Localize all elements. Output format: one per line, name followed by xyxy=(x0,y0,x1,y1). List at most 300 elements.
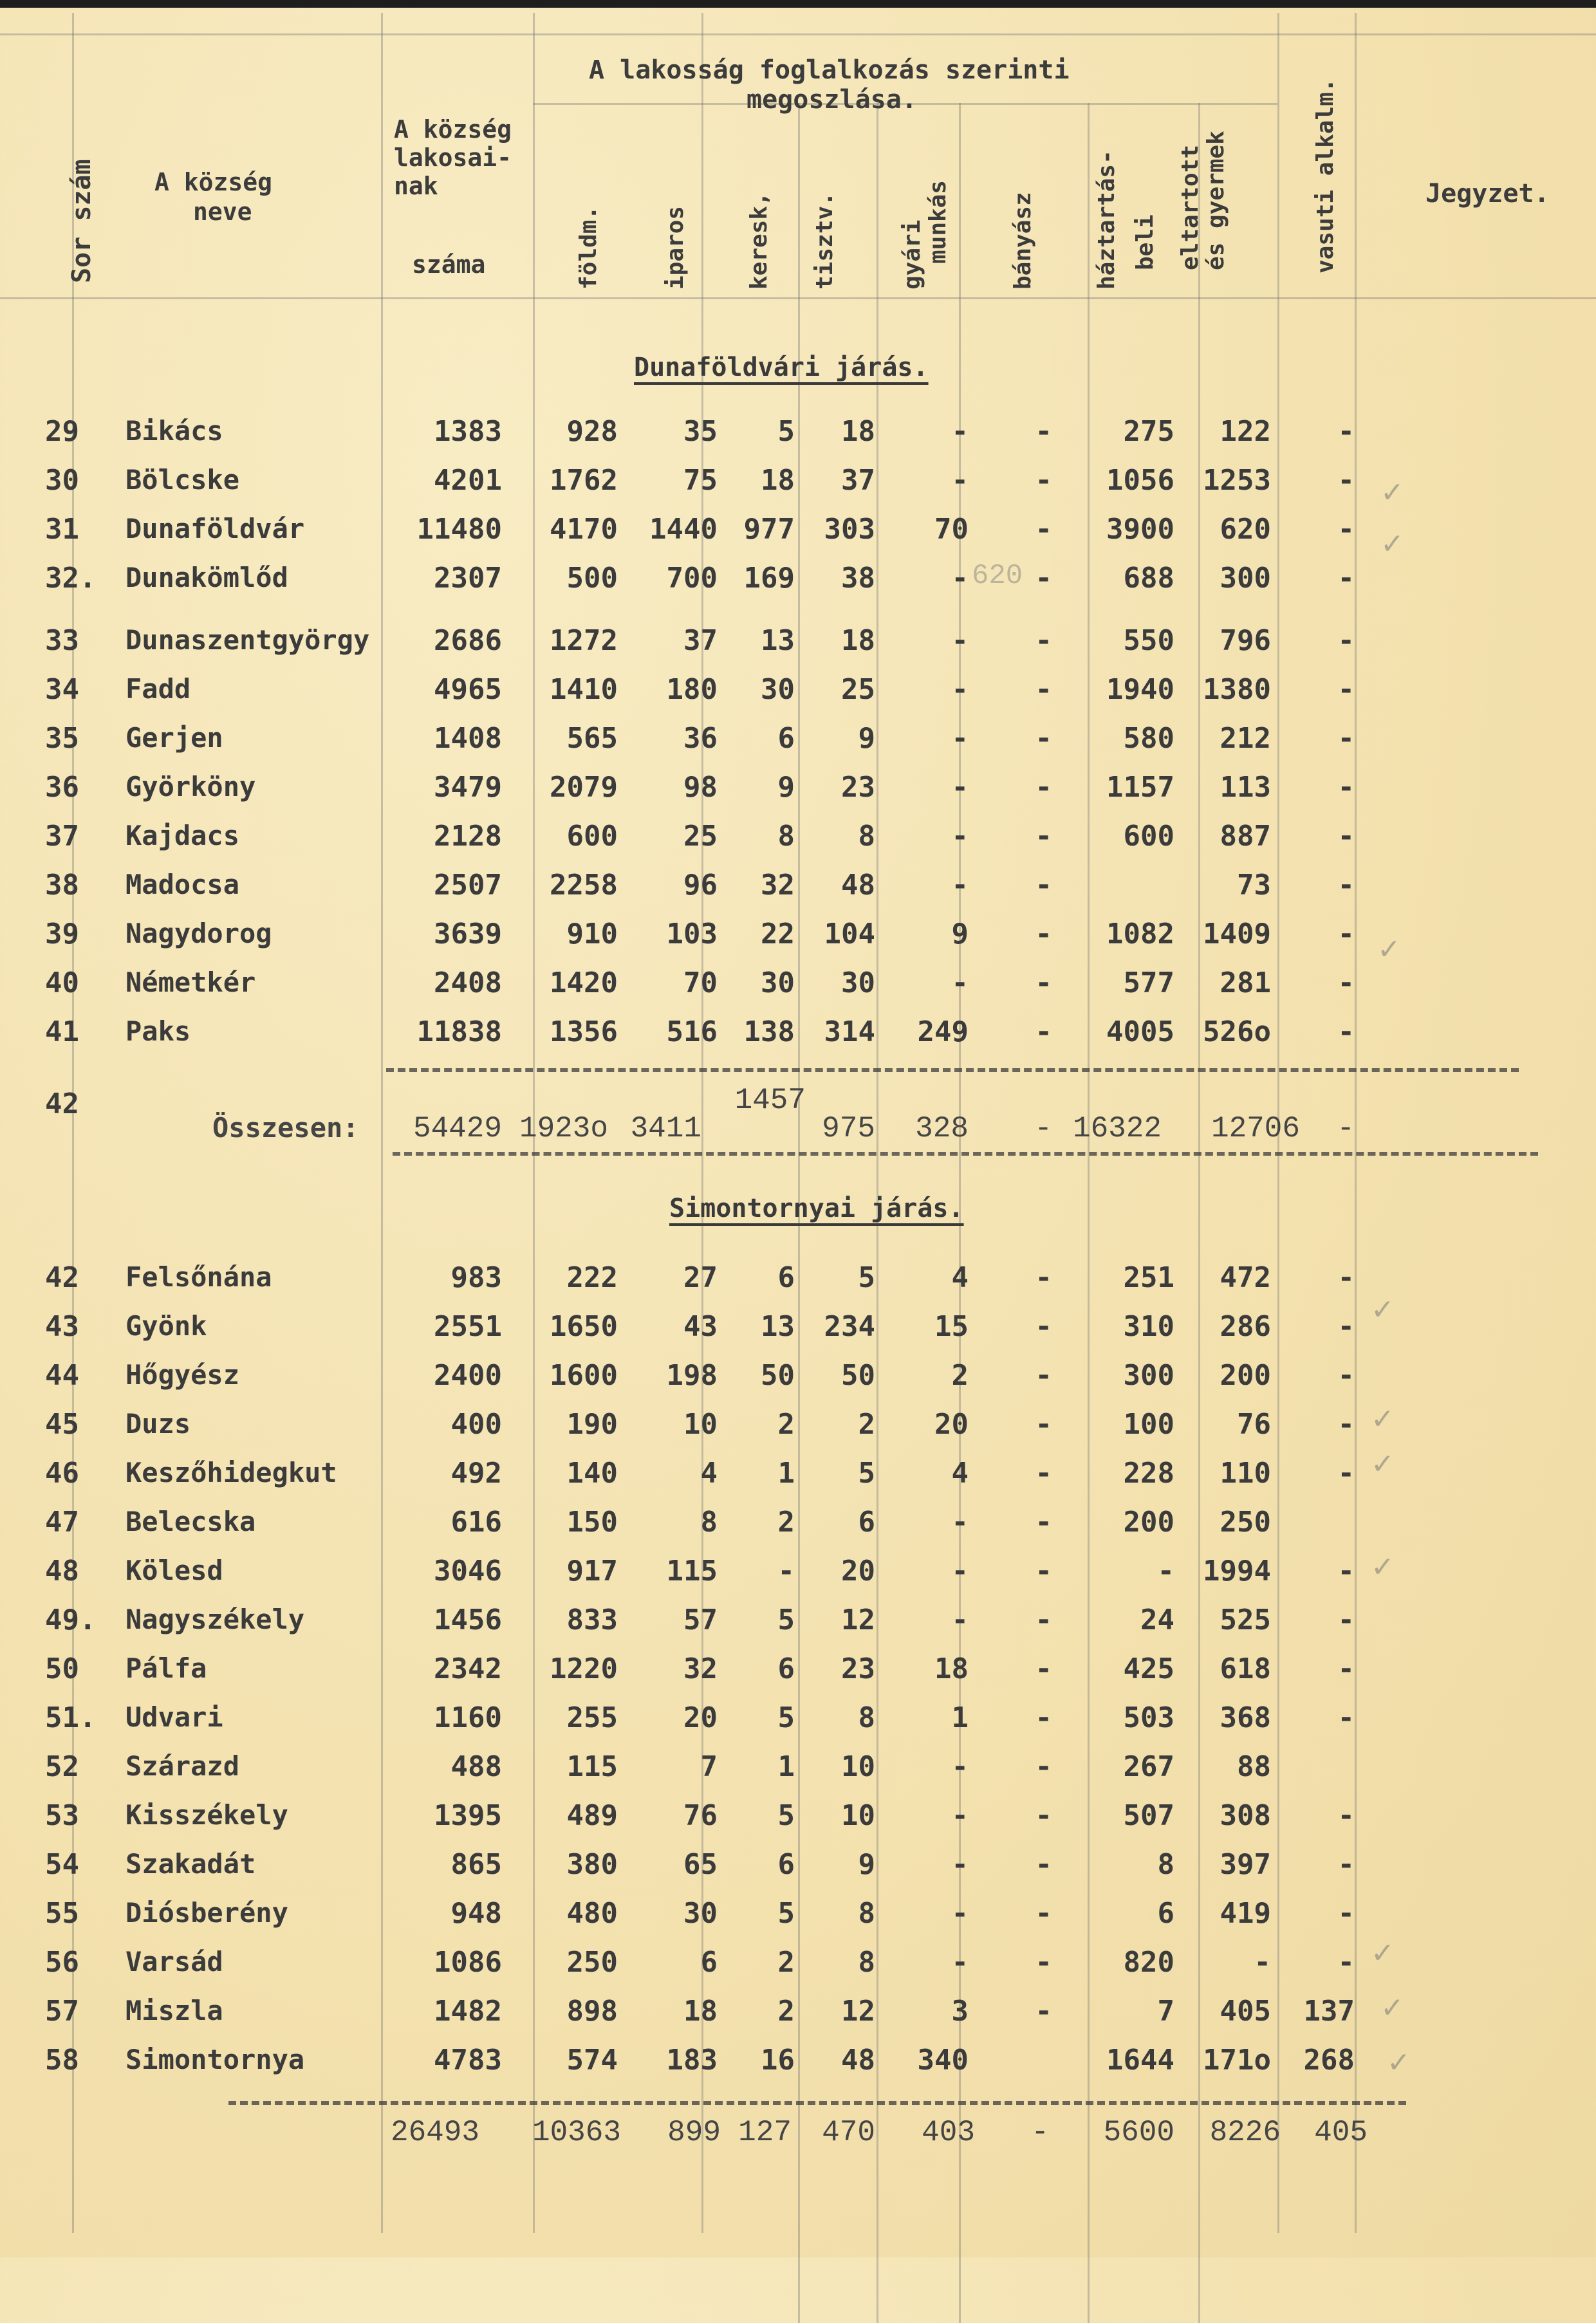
cell-banyasz: - xyxy=(1035,1015,1052,1048)
cell-tisztv: 9 xyxy=(858,722,875,755)
village-name: Gyönk xyxy=(125,1310,207,1342)
cell-haztartasbeli: 200 xyxy=(1123,1506,1174,1539)
cell-foldm: 1650 xyxy=(550,1310,618,1343)
population: 1456 xyxy=(434,1604,502,1636)
header-pop-line1: A község xyxy=(394,115,512,143)
cell-eltartott: 88 xyxy=(1237,1750,1271,1783)
row-number: 30 xyxy=(45,464,79,497)
population: 616 xyxy=(450,1506,502,1539)
total-kereskedo: 1457 xyxy=(734,1084,806,1117)
cell-tisztv: 9 xyxy=(858,1848,875,1881)
cell-gyari-munkas: - xyxy=(951,771,969,804)
check-mark-icon: ✓ xyxy=(1377,933,1401,966)
cell-tisztv: 48 xyxy=(841,2044,875,2077)
cell-foldm: 917 xyxy=(566,1555,618,1587)
cell-kereskedo: 18 xyxy=(761,464,795,497)
header-pop-line2: lakosai- xyxy=(394,143,512,172)
village-name: Duzs xyxy=(125,1408,191,1439)
cell-vasuti: - xyxy=(1337,624,1355,657)
cell-tisztv: 5 xyxy=(858,1261,875,1294)
cell-kereskedo: 9 xyxy=(777,771,795,804)
header-banyasz: bányász xyxy=(1010,192,1036,290)
cell-gyari-munkas: 15 xyxy=(934,1310,969,1343)
cell-eltartott: 200 xyxy=(1220,1359,1271,1392)
header-sor-szam: Sor szám xyxy=(67,159,97,283)
table-row xyxy=(0,1015,1596,1054)
cell-banyasz: - xyxy=(1035,1555,1052,1587)
table-row xyxy=(0,2044,1596,2082)
row-number: 34 xyxy=(45,673,79,706)
population: 2307 xyxy=(434,562,502,595)
header-haztartas-2: beli xyxy=(1132,214,1158,270)
cell-gyari-munkas: - xyxy=(951,1506,969,1539)
cell-banyasz: - xyxy=(1035,1408,1052,1441)
header-eltartott-1: eltartott xyxy=(1177,144,1203,270)
cell-banyasz: - xyxy=(1035,918,1052,950)
population: 2686 xyxy=(434,624,502,657)
village-name: Gerjen xyxy=(125,722,223,754)
header-pop-line3: nak xyxy=(394,172,438,200)
cell-iparos: 20 xyxy=(683,1701,718,1734)
cell-gyari-munkas: - xyxy=(951,1946,969,1979)
cell-iparos: 10 xyxy=(683,1408,718,1441)
cell-iparos: 36 xyxy=(683,722,718,755)
cell-iparos: 37 xyxy=(683,624,718,657)
population: 2128 xyxy=(434,820,502,853)
cell-gyari-munkas: - xyxy=(951,820,969,853)
table-row xyxy=(0,562,1596,600)
village-name: Bikács xyxy=(125,415,223,447)
cell-iparos: 57 xyxy=(683,1604,718,1636)
cell-tisztv: 8 xyxy=(858,1897,875,1930)
table-row xyxy=(0,673,1596,712)
cell-kereskedo: 22 xyxy=(761,918,795,950)
population: 11480 xyxy=(416,513,502,546)
row-number: 41 xyxy=(45,1015,79,1048)
cell-kereskedo: 6 xyxy=(777,1848,795,1881)
cell-haztartasbeli: 4005 xyxy=(1106,1015,1174,1048)
row-number: 55 xyxy=(45,1897,79,1930)
cell-tisztv: 314 xyxy=(824,1015,875,1048)
total-iparos: 899 xyxy=(667,2116,721,2149)
cell-gyari-munkas: - xyxy=(951,415,969,448)
divider-dunafoldvari-total xyxy=(393,1152,1538,1160)
cell-eltartott: 110 xyxy=(1220,1457,1271,1490)
village-name: Németkér xyxy=(125,967,256,998)
cell-kereskedo: 30 xyxy=(761,967,795,999)
population: 1383 xyxy=(434,415,502,448)
header-haztartas-1: háztartás- xyxy=(1093,150,1120,290)
cell-foldm: 833 xyxy=(566,1604,618,1636)
row-number: 39 xyxy=(45,918,79,950)
cell-tisztv: 38 xyxy=(841,562,875,595)
cell-tisztv: 8 xyxy=(858,1946,875,1979)
cell-vasuti: - xyxy=(1337,771,1355,804)
cell-vasuti: - xyxy=(1337,967,1355,999)
cell-iparos: 27 xyxy=(683,1261,718,1294)
table-row xyxy=(0,820,1596,858)
cell-tisztv: 18 xyxy=(841,624,875,657)
cell-eltartott: 368 xyxy=(1220,1701,1271,1734)
divider-dunafoldvari-bottom xyxy=(386,1068,1519,1076)
cell-foldm: 1220 xyxy=(550,1652,618,1685)
cell-gyari-munkas: 70 xyxy=(934,513,969,546)
total-haztartas: 16322 xyxy=(1072,1112,1162,1145)
check-mark-icon: ✓ xyxy=(1371,1448,1395,1481)
cell-haztartasbeli: 580 xyxy=(1123,722,1174,755)
cell-iparos: 25 xyxy=(683,820,718,853)
cell-eltartott: 526o xyxy=(1203,1015,1271,1048)
cell-eltartott: 73 xyxy=(1237,869,1271,902)
population: 983 xyxy=(450,1261,502,1294)
cell-banyasz: - xyxy=(1035,1701,1052,1734)
table-row xyxy=(0,1604,1596,1642)
cell-haztartasbeli: 1940 xyxy=(1106,673,1174,706)
cell-banyasz: - xyxy=(1035,967,1052,999)
cell-haztartasbeli: 300 xyxy=(1123,1359,1174,1392)
cell-foldm: 1272 xyxy=(550,624,618,657)
cell-kereskedo: 6 xyxy=(777,722,795,755)
row-number: 51. xyxy=(45,1701,97,1734)
cell-vasuti: 268 xyxy=(1303,2044,1355,2077)
cell-banyasz: - xyxy=(1035,1946,1052,1979)
cell-gyari-munkas: - xyxy=(951,624,969,657)
total-tisztv: 975 xyxy=(822,1112,875,1145)
village-name: Belecska xyxy=(125,1506,256,1537)
cell-foldm: 574 xyxy=(566,2044,618,2077)
cell-haztartasbeli: - xyxy=(1157,1555,1174,1587)
table-row xyxy=(0,1359,1596,1398)
cell-iparos: 180 xyxy=(666,673,718,706)
cell-kereskedo: 2 xyxy=(777,1408,795,1441)
total-vasuti: - xyxy=(1337,1112,1355,1145)
table-row xyxy=(0,869,1596,907)
table-row xyxy=(0,1750,1596,1789)
cell-eltartott: 286 xyxy=(1220,1310,1271,1343)
table-row xyxy=(0,1799,1596,1838)
total-foldm: 1923o xyxy=(519,1112,608,1145)
cell-tisztv: 20 xyxy=(841,1555,875,1587)
cell-banyasz: - xyxy=(1035,771,1052,804)
table-row xyxy=(0,1995,1596,2033)
cell-tisztv: 18 xyxy=(841,415,875,448)
row-number: 53 xyxy=(45,1799,79,1832)
cell-kereskedo: - xyxy=(777,1555,795,1587)
cell-banyasz: - xyxy=(1035,1457,1052,1490)
cell-foldm: 150 xyxy=(566,1506,618,1539)
cell-haztartasbeli: 425 xyxy=(1123,1652,1174,1685)
cell-banyasz: - xyxy=(1035,1359,1052,1392)
cell-gyari-munkas: - xyxy=(951,673,969,706)
row-number: 32. xyxy=(45,562,97,595)
header-name-line1: A község xyxy=(154,168,273,196)
village-name: Györköny xyxy=(125,771,256,802)
cell-foldm: 489 xyxy=(566,1799,618,1832)
village-name: Dunaföldvár xyxy=(125,513,305,544)
total-gyari: 403 xyxy=(922,2116,975,2149)
total-banyasz: - xyxy=(1034,1112,1052,1145)
cell-eltartott: 113 xyxy=(1220,771,1271,804)
table-row xyxy=(0,1897,1596,1936)
table-row xyxy=(0,771,1596,810)
table-row xyxy=(0,1457,1596,1495)
table-row xyxy=(0,1555,1596,1593)
row-number: 54 xyxy=(45,1848,79,1881)
cell-haztartasbeli: 550 xyxy=(1123,624,1174,657)
cell-eltartott: 300 xyxy=(1220,562,1271,595)
cell-gyari-munkas: - xyxy=(951,722,969,755)
table-row xyxy=(0,513,1596,551)
village-name: Keszőhidegkut xyxy=(125,1457,337,1488)
cell-banyasz: - xyxy=(1035,562,1052,595)
cell-iparos: 115 xyxy=(666,1555,718,1587)
cell-kereskedo: 5 xyxy=(777,1701,795,1734)
row-number: 42 xyxy=(45,1261,79,1294)
cell-kereskedo: 6 xyxy=(777,1261,795,1294)
row-number: 38 xyxy=(45,869,79,902)
cell-foldm: 480 xyxy=(566,1897,618,1930)
cell-eltartott: 525 xyxy=(1220,1604,1271,1636)
cell-tisztv: 30 xyxy=(841,967,875,999)
village-name: Kölesd xyxy=(125,1555,223,1586)
total-pop: 26493 xyxy=(390,2116,479,2149)
total-kereskedo: 127 xyxy=(738,2116,792,2149)
cell-kereskedo: 16 xyxy=(761,2044,795,2077)
village-name: Miszla xyxy=(125,1995,223,2026)
total-label: Összesen: xyxy=(212,1112,359,1143)
cell-banyasz: - xyxy=(1035,1750,1052,1783)
cell-gyari-munkas: - xyxy=(951,1555,969,1587)
cell-foldm: 1420 xyxy=(550,967,618,999)
cell-banyasz: - xyxy=(1035,820,1052,853)
cell-haztartasbeli: 820 xyxy=(1123,1946,1174,1979)
cell-vasuti: - xyxy=(1337,1652,1355,1685)
header-gyari-2: munkás xyxy=(925,180,951,264)
cell-foldm: 1410 xyxy=(550,673,618,706)
cell-eltartott: 1253 xyxy=(1203,464,1271,497)
population: 1482 xyxy=(434,1995,502,2028)
cell-vasuti: - xyxy=(1337,1799,1355,1832)
cell-banyasz: - xyxy=(1035,722,1052,755)
cell-vasuti: - xyxy=(1337,1946,1355,1979)
total-eltartott: 8226 xyxy=(1209,2116,1281,2149)
cell-eltartott: 281 xyxy=(1220,967,1271,999)
total-pop: 54429 xyxy=(413,1112,502,1145)
cell-vasuti: - xyxy=(1337,1701,1355,1734)
cell-haztartasbeli: 1056 xyxy=(1106,464,1174,497)
village-name: Udvari xyxy=(125,1701,223,1733)
population: 488 xyxy=(450,1750,502,1783)
cell-vasuti: - xyxy=(1337,513,1355,546)
cell-vasuti: - xyxy=(1337,1359,1355,1392)
check-mark-icon: ✓ xyxy=(1387,2046,1411,2079)
table-row xyxy=(0,1701,1596,1740)
row-number: 52 xyxy=(45,1750,79,1783)
header-name-line2: neve xyxy=(193,198,252,226)
cell-iparos: 6 xyxy=(700,1946,718,1979)
cell-foldm: 250 xyxy=(566,1946,618,1979)
cell-vasuti: - xyxy=(1337,1457,1355,1490)
cell-kereskedo: 5 xyxy=(777,1604,795,1636)
cell-banyasz: - xyxy=(1035,415,1052,448)
cell-gyari-munkas: 4 xyxy=(951,1457,969,1490)
cell-eltartott: 618 xyxy=(1220,1652,1271,1685)
cell-gyari-munkas: - xyxy=(951,1750,969,1783)
simontornyai-total-row xyxy=(0,2116,1596,2154)
total-haztartas: 5600 xyxy=(1103,2116,1174,2149)
cell-gyari-munkas: - xyxy=(951,869,969,902)
cell-eltartott: - xyxy=(1254,1946,1271,1979)
cell-iparos: 4 xyxy=(700,1457,718,1490)
cell-foldm: 1600 xyxy=(550,1359,618,1392)
cell-gyari-munkas: - xyxy=(951,967,969,999)
cell-haztartasbeli: 228 xyxy=(1123,1457,1174,1490)
check-mark-icon: ✓ xyxy=(1371,1403,1395,1436)
header-jegyzet: Jegyzet. xyxy=(1425,179,1550,208)
total-iparos: 3411 xyxy=(630,1112,701,1145)
cell-foldm: 115 xyxy=(566,1750,618,1783)
population: 400 xyxy=(450,1408,502,1441)
cell-tisztv: 303 xyxy=(824,513,875,546)
cell-banyasz: - xyxy=(1035,1799,1052,1832)
population: 1160 xyxy=(434,1701,502,1734)
village-name: Dunaszentgyörgy xyxy=(125,624,370,656)
village-name: Madocsa xyxy=(125,869,240,900)
village-name: Szárazd xyxy=(125,1750,240,1782)
total-banyasz: - xyxy=(1031,2116,1049,2149)
header-pop-line4: száma xyxy=(412,250,486,279)
population: 2400 xyxy=(434,1359,502,1392)
cell-gyari-munkas: - xyxy=(951,1799,969,1832)
pencil-annotation: 620 xyxy=(972,560,1023,592)
dunafoldvari-total-row xyxy=(0,1084,1596,1151)
cell-iparos: 7 xyxy=(700,1750,718,1783)
table-row xyxy=(0,967,1596,1005)
cell-vasuti: - xyxy=(1337,869,1355,902)
population: 1395 xyxy=(434,1799,502,1832)
cell-vasuti: - xyxy=(1337,1848,1355,1881)
population: 4965 xyxy=(434,673,502,706)
cell-haztartasbeli: 275 xyxy=(1123,415,1174,448)
population: 3639 xyxy=(434,918,502,950)
cell-iparos: 198 xyxy=(666,1359,718,1392)
cell-foldm: 600 xyxy=(566,820,618,853)
cell-gyari-munkas: 4 xyxy=(951,1261,969,1294)
row-number: 40 xyxy=(45,967,79,999)
cell-vasuti: - xyxy=(1337,722,1355,755)
cell-gyari-munkas: 20 xyxy=(934,1408,969,1441)
cell-foldm: 898 xyxy=(566,1995,618,2028)
population: 492 xyxy=(450,1457,502,1490)
table-row xyxy=(0,918,1596,956)
check-mark-icon: ✓ xyxy=(1371,1293,1395,1326)
cell-banyasz: - xyxy=(1035,513,1052,546)
cell-foldm: 222 xyxy=(566,1261,618,1294)
cell-kereskedo: 2 xyxy=(777,1995,795,2028)
village-name: Fadd xyxy=(125,673,191,705)
check-mark-icon: ✓ xyxy=(1371,1551,1395,1584)
total-gyari: 328 xyxy=(915,1112,969,1145)
cell-iparos: 43 xyxy=(683,1310,718,1343)
cell-eltartott: 397 xyxy=(1220,1848,1271,1881)
group-title-line1: A lakosság foglalkozás szerinti xyxy=(589,55,1070,85)
cell-gyari-munkas: 3 xyxy=(951,1995,969,2028)
cell-tisztv: 25 xyxy=(841,673,875,706)
cell-iparos: 30 xyxy=(683,1897,718,1930)
cell-eltartott: 122 xyxy=(1220,415,1271,448)
table-row xyxy=(0,1848,1596,1887)
check-mark-icon: ✓ xyxy=(1380,1992,1404,2024)
cell-tisztv: 6 xyxy=(858,1506,875,1539)
population: 2408 xyxy=(434,967,502,999)
cell-foldm: 565 xyxy=(566,722,618,755)
cell-banyasz: - xyxy=(1035,1506,1052,1539)
cell-vasuti: - xyxy=(1337,673,1355,706)
cell-eltartott: 308 xyxy=(1220,1799,1271,1832)
cell-eltartott: 419 xyxy=(1220,1897,1271,1930)
cell-haztartasbeli: 100 xyxy=(1123,1408,1174,1441)
village-name: Felsőnána xyxy=(125,1261,272,1293)
cell-tisztv: 104 xyxy=(824,918,875,950)
cell-foldm: 910 xyxy=(566,918,618,950)
cell-gyari-munkas: 1 xyxy=(951,1701,969,1734)
cell-foldm: 190 xyxy=(566,1408,618,1441)
village-name: Nagydorog xyxy=(125,918,272,949)
header-iparos: iparos xyxy=(662,205,689,290)
cell-kereskedo: 50 xyxy=(761,1359,795,1392)
header-vasuti: vasuti alkalm. xyxy=(1312,78,1339,273)
row-number: 35 xyxy=(45,722,79,755)
cell-kereskedo: 30 xyxy=(761,673,795,706)
row-number: 37 xyxy=(45,820,79,853)
row-number: 56 xyxy=(45,1946,79,1979)
cell-haztartasbeli: 267 xyxy=(1123,1750,1174,1783)
cell-banyasz: - xyxy=(1035,673,1052,706)
cell-foldm: 2258 xyxy=(550,869,618,902)
cell-foldm: 928 xyxy=(566,415,618,448)
cell-kereskedo: 13 xyxy=(761,1310,795,1343)
cell-foldm: 1356 xyxy=(550,1015,618,1048)
cell-haztartasbeli: 1157 xyxy=(1106,771,1174,804)
row-number: 42 xyxy=(45,1087,79,1120)
cell-banyasz: - xyxy=(1035,624,1052,657)
row-number: 29 xyxy=(45,415,79,448)
cell-iparos: 76 xyxy=(683,1799,718,1832)
cell-gyari-munkas: 340 xyxy=(917,2044,969,2077)
cell-kereskedo: 169 xyxy=(743,562,795,595)
cell-foldm: 140 xyxy=(566,1457,618,1490)
cell-gyari-munkas: 249 xyxy=(917,1015,969,1048)
header-foldm: földm. xyxy=(575,205,602,290)
cell-eltartott: 76 xyxy=(1237,1408,1271,1441)
cell-tisztv: 12 xyxy=(841,1995,875,2028)
population: 948 xyxy=(450,1897,502,1930)
cell-vasuti: - xyxy=(1337,918,1355,950)
cell-kereskedo: 2 xyxy=(777,1946,795,1979)
cell-haztartasbeli: 503 xyxy=(1123,1701,1174,1734)
cell-iparos: 75 xyxy=(683,464,718,497)
cell-haztartasbeli: 6 xyxy=(1157,1897,1174,1930)
cell-foldm: 255 xyxy=(566,1701,618,1734)
table-row xyxy=(0,1261,1596,1300)
table-row xyxy=(0,722,1596,761)
row-number: 46 xyxy=(45,1457,79,1490)
section-title-simontornyai: Simontornyai járás. xyxy=(669,1194,964,1223)
cell-vasuti: - xyxy=(1337,1408,1355,1441)
cell-tisztv: 23 xyxy=(841,771,875,804)
cell-iparos: 1440 xyxy=(649,513,718,546)
population: 2342 xyxy=(434,1652,502,1685)
